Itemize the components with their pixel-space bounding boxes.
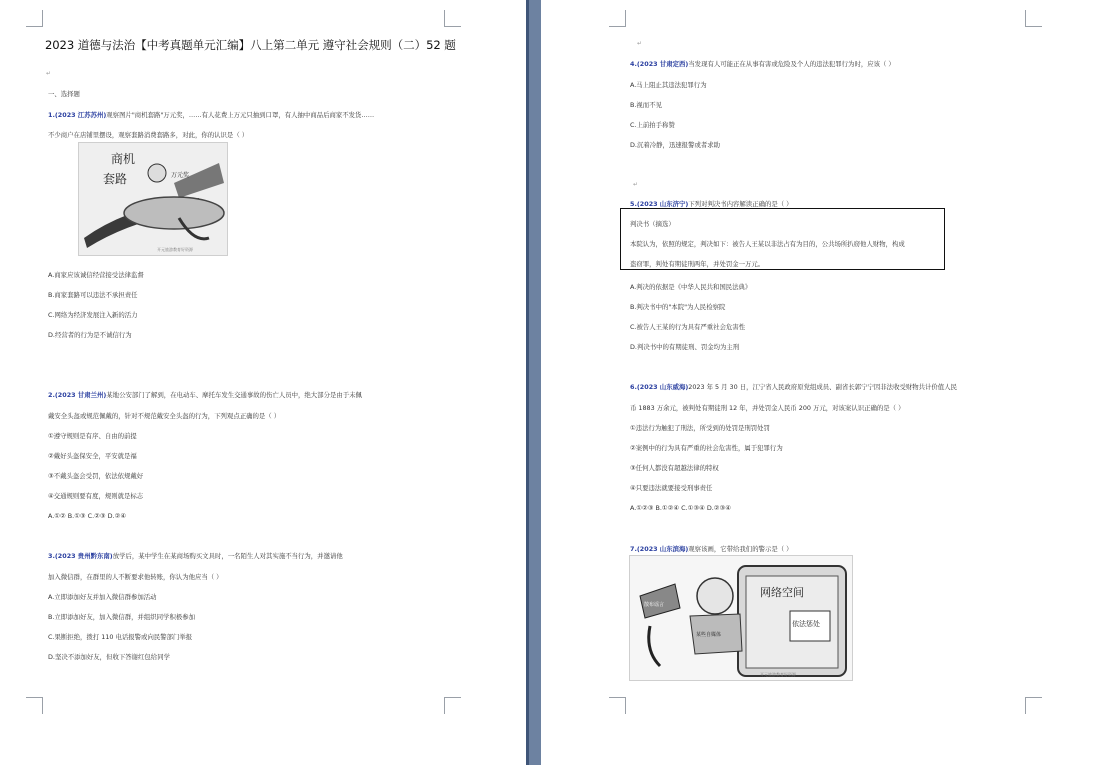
crop-mark: [1025, 697, 1042, 714]
verdict-title[interactable]: 判决书（摘选）: [630, 220, 675, 228]
question-source: 5.(2023 山东济宁): [630, 200, 689, 208]
question-1-illustration: [78, 142, 228, 256]
option[interactable]: ③不戴头盔会受罚，依法依规戴好: [48, 472, 144, 480]
question-1-stem-cont[interactable]: 不少商户在店铺里摆设，观察套路消费套路多，对此，你的认识是（ ）: [48, 131, 249, 139]
question-7-stem[interactable]: 7.(2023 山东滨海)观察该画，它带给我们的警示是（ ）: [630, 545, 793, 553]
option[interactable]: C.上前拍手称赞: [630, 121, 675, 129]
question-source: 2.(2023 甘肃兰州): [48, 391, 107, 399]
option[interactable]: ①违法行为触犯了刑法，所受到的处罚是刑罚处罚: [630, 424, 770, 432]
option[interactable]: D.经营者的行为是不诚信行为: [48, 331, 132, 339]
question-3-stem[interactable]: 3.(2023 贵州黔东南)放学后，某中学生在某商场购买文具时，一名陌生人对其实施不当行为，并邀请他: [48, 552, 343, 560]
option[interactable]: ③任何人都没有超越法律的特权: [630, 464, 719, 472]
image-label: 商机: [111, 152, 136, 166]
option[interactable]: A.判决的依据是《中华人民共和国民法典》: [630, 283, 752, 291]
question-6-stem[interactable]: 6.(2023 山东威海)2023 年 5 月 30 日，江宁省人民政府原党组成员、副省长郭宁宁因非法收受财物共计价值人民: [630, 383, 957, 391]
image-watermark: 开元旅游教育好资源: [157, 247, 193, 252]
verdict-text[interactable]: 本院认为，依照的规定，判决如下：被告人王某以非法占有为目的，公共场所扒窃他人财物，构成: [630, 240, 905, 248]
image-label: 散布谣言: [644, 602, 665, 608]
crop-mark: [609, 697, 626, 714]
crop-mark: [609, 10, 626, 27]
cartoon-image: [630, 556, 852, 680]
crop-mark: [444, 697, 461, 714]
cartoon-image: [79, 143, 227, 255]
question-6-stem-cont[interactable]: 币 1883 万余元，被判处有期徒刑 12 年，并处罚金人民币 200 万元，对该案认识正确的是（ ）: [630, 404, 905, 412]
question-source: 1.(2023 江苏苏州): [48, 111, 107, 119]
image-label: 万元奖: [171, 172, 190, 179]
option[interactable]: B.视而不见: [630, 101, 662, 109]
section-heading[interactable]: 一、选择题: [48, 90, 80, 98]
image-label: 套路: [103, 172, 128, 186]
question-2-stem-cont[interactable]: 戴安全头盔或规范佩戴的，针对不规范戴安全头盔的行为，下列观点正确的是（ ）: [48, 412, 281, 420]
question-7-illustration: [629, 555, 853, 681]
option[interactable]: ④交通规则要有度，规则就是标志: [48, 492, 144, 500]
image-watermark: 开元旅游教育好资源: [760, 672, 796, 677]
question-source: 7.(2023 山东滨海): [630, 545, 689, 553]
document-page-right: [541, 0, 1108, 765]
option[interactable]: ②案例中的行为具有严重的社会危害性，属于犯罪行为: [630, 444, 783, 452]
option[interactable]: A.马上阻止其违法犯罪行为: [630, 81, 707, 89]
option[interactable]: D.坚决不添加好友，但收下答谢红包给同学: [48, 653, 170, 661]
question-source: 3.(2023 贵州黔东南): [48, 552, 113, 560]
question-source: 4.(2023 甘肃定西): [630, 60, 689, 68]
image-label: 网络空间: [760, 586, 804, 599]
paragraph-mark: ↵: [633, 181, 639, 188]
image-label: 某些自媒体: [696, 632, 722, 638]
question-3-stem-cont[interactable]: 加入微信群，在群里的人不断要求他转账，你认为他应当（ ）: [48, 573, 223, 581]
document-page-left: [0, 0, 526, 765]
option[interactable]: C.被告人王某的行为具有严重社会危害性: [630, 323, 746, 331]
option[interactable]: C.网络为经济发展注入新的活力: [48, 311, 138, 319]
option[interactable]: C.果断拒绝，拨打 110 电话报警或向民警部门举报: [48, 633, 193, 641]
option[interactable]: ④只要违法就要接受刑事责任: [630, 484, 713, 492]
option[interactable]: B.立即添加好友，加入微信群，并组织同学积极参加: [48, 613, 196, 621]
question-1-stem[interactable]: 1.(2023 江苏苏州)观察图片"商机套路"万元奖，……有人花费上万元只抽到口罩，有人抽中商品后商家不发货……: [48, 111, 375, 119]
image-label: 依法惩处: [792, 620, 820, 628]
page-gutter: [526, 0, 541, 765]
crop-mark: [26, 697, 43, 714]
crop-mark: [444, 10, 461, 27]
question-4-stem[interactable]: 4.(2023 甘肃定西)当发现有人可能正在从事有害或危险及个人的违法犯罪行为时，应该（ ）: [630, 60, 895, 68]
option[interactable]: ①遵守规则是有序、自由的前提: [48, 432, 137, 440]
option[interactable]: A.立即添加好友并加入微信群参加活动: [48, 593, 157, 601]
crop-mark: [26, 10, 43, 27]
question-source: 6.(2023 山东威海): [630, 383, 689, 391]
paragraph-mark: ↵: [46, 70, 52, 77]
option[interactable]: ②戴好头盔保安全，平安就是福: [48, 452, 137, 460]
document-title[interactable]: 2023 道德与法治【中考真题单元汇编】八上第二单元 遵守社会规则（二）52 题: [45, 38, 456, 52]
answer-choices[interactable]: A.①②③ B.①②④ C.①③④ D.②③④: [630, 504, 731, 512]
option[interactable]: B.商家套路可以违法不承担责任: [48, 291, 138, 299]
answer-choices[interactable]: A.①② B.①③ C.②③ D.②④: [48, 512, 127, 520]
option[interactable]: D.判决书中的有期徒刑、罚金均为主刑: [630, 343, 740, 351]
option[interactable]: D.沉着冷静，迅速报警或者求助: [630, 141, 721, 149]
question-5-stem[interactable]: 5.(2023 山东济宁)下列对判决书内容解读正确的是（ ）: [630, 200, 793, 208]
paragraph-mark: ↵: [637, 40, 643, 47]
verdict-text[interactable]: 盗窃罪，判处有期徒刑两年，并处罚金一万元。: [630, 260, 765, 268]
crop-mark: [1025, 10, 1042, 27]
question-2-stem[interactable]: 2.(2023 甘肃兰州)某地公安部门了解到，在电动车、摩托车发生交通事故的伤亡人员中，绝大部分是由于未佩: [48, 391, 362, 399]
option[interactable]: B.判决书中的"本院"为人民检察院: [630, 303, 726, 311]
option[interactable]: A.商家应该诚信经营接受法律监督: [48, 271, 144, 279]
